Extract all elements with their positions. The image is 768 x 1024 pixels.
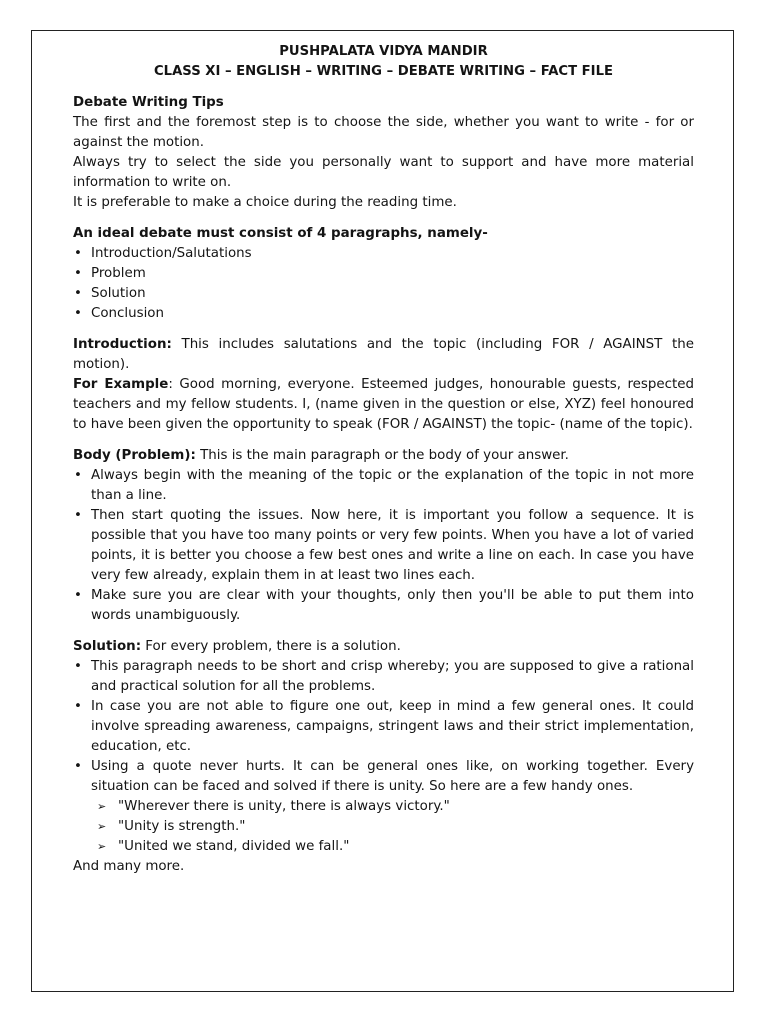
- list-item: • Then start quoting the issues. Now here, it is important you follow a sequence. It is possible that you have too many points or very few points. When you have a lot of varied points, it is better you choose a few best ones and write a line on each. In case you have very few already, explain them in at least two lines each.: [73, 506, 694, 586]
- tips-heading: Debate Writing Tips: [73, 95, 224, 110]
- quote-item: [97, 797, 694, 817]
- closing-line: And many more.: [73, 859, 185, 874]
- list-item: • In case you are not able to figure one out, keep in mind a few general ones. It could involve spreading awareness, campaigns, stringent laws and their strict implementation, education, etc.: [73, 697, 694, 757]
- example-label: For Example: [73, 377, 169, 392]
- example-paragraph: [73, 375, 694, 435]
- school-title: PUSHPALATA VIDYA MANDIR: [279, 44, 488, 59]
- example-text: : Good morning, everyone. Esteemed judges, honourable guests, respected teachers and my fellow students. I, (name given in the question or else, XYZ) feel honoured to have been given the opportunity to speak (FOR / AGAINST) the topic- (name of the topic).: [73, 377, 694, 432]
- quote-text: "Unity is strength.": [118, 819, 246, 834]
- body-list: [73, 466, 694, 626]
- document-page: [31, 30, 734, 992]
- body-label: Body (Problem):: [73, 448, 196, 463]
- arrow-bullet-icon: ➢: [97, 800, 107, 813]
- arrow-bullet-icon: ➢: [97, 840, 107, 853]
- structure-list: [73, 244, 694, 324]
- solution-label: Solution:: [73, 639, 142, 654]
- list-item: • Using a quote never hurts. It can be general ones like, on working together. Every situation can be faced and solved if there is unity. So here are a few handy ones.: [73, 757, 694, 797]
- quote-text: "United we stand, divided we fall.": [118, 839, 350, 854]
- document-content: [73, 42, 694, 877]
- quote-text: "Wherever there is unity, there is always victory.": [118, 799, 450, 814]
- list-item: • Make sure you are clear with your thoughts, only then you'll be able to put them into words unambiguously.: [73, 586, 694, 626]
- introduction-text: This includes salutations and the topic (including FOR / AGAINST the motion).: [73, 337, 694, 372]
- list-item: • Solution: [73, 284, 694, 304]
- list-item: • Problem: [73, 264, 694, 284]
- list-item: • Conclusion: [73, 304, 694, 324]
- quote-item: [97, 837, 694, 857]
- solution-text: For every problem, there is a solution.: [141, 639, 401, 654]
- solution-list: [73, 657, 694, 797]
- structure-heading: An ideal debate must consist of 4 paragraphs, namely-: [73, 226, 488, 241]
- body-text: This is the main paragraph or the body of your answer.: [195, 448, 569, 463]
- tips-line-2: Always try to select the side you personally want to support and have more material information to write on.: [73, 155, 694, 190]
- body-paragraph: [73, 446, 694, 466]
- list-item: • This paragraph needs to be short and crisp whereby; you are supposed to give a rational and practical solution for all the problems.: [73, 657, 694, 697]
- quote-item: [97, 817, 694, 837]
- arrow-bullet-icon: ➢: [97, 820, 107, 833]
- list-item: • Introduction/Salutations: [73, 244, 694, 264]
- introduction-label: Introduction:: [73, 337, 172, 352]
- list-item: • Always begin with the meaning of the topic or the explanation of the topic in not more than a line.: [73, 466, 694, 506]
- quote-list: [97, 797, 694, 857]
- solution-paragraph: [73, 637, 694, 657]
- tips-line-1: The first and the foremost step is to choose the side, whether you want to write - for or against the motion.: [73, 115, 694, 150]
- introduction-paragraph: [73, 335, 694, 375]
- tips-line-3: It is preferable to make a choice during the reading time.: [73, 195, 457, 210]
- document-subtitle: CLASS XI – ENGLISH – WRITING – DEBATE WRITING – FACT FILE: [154, 64, 613, 79]
